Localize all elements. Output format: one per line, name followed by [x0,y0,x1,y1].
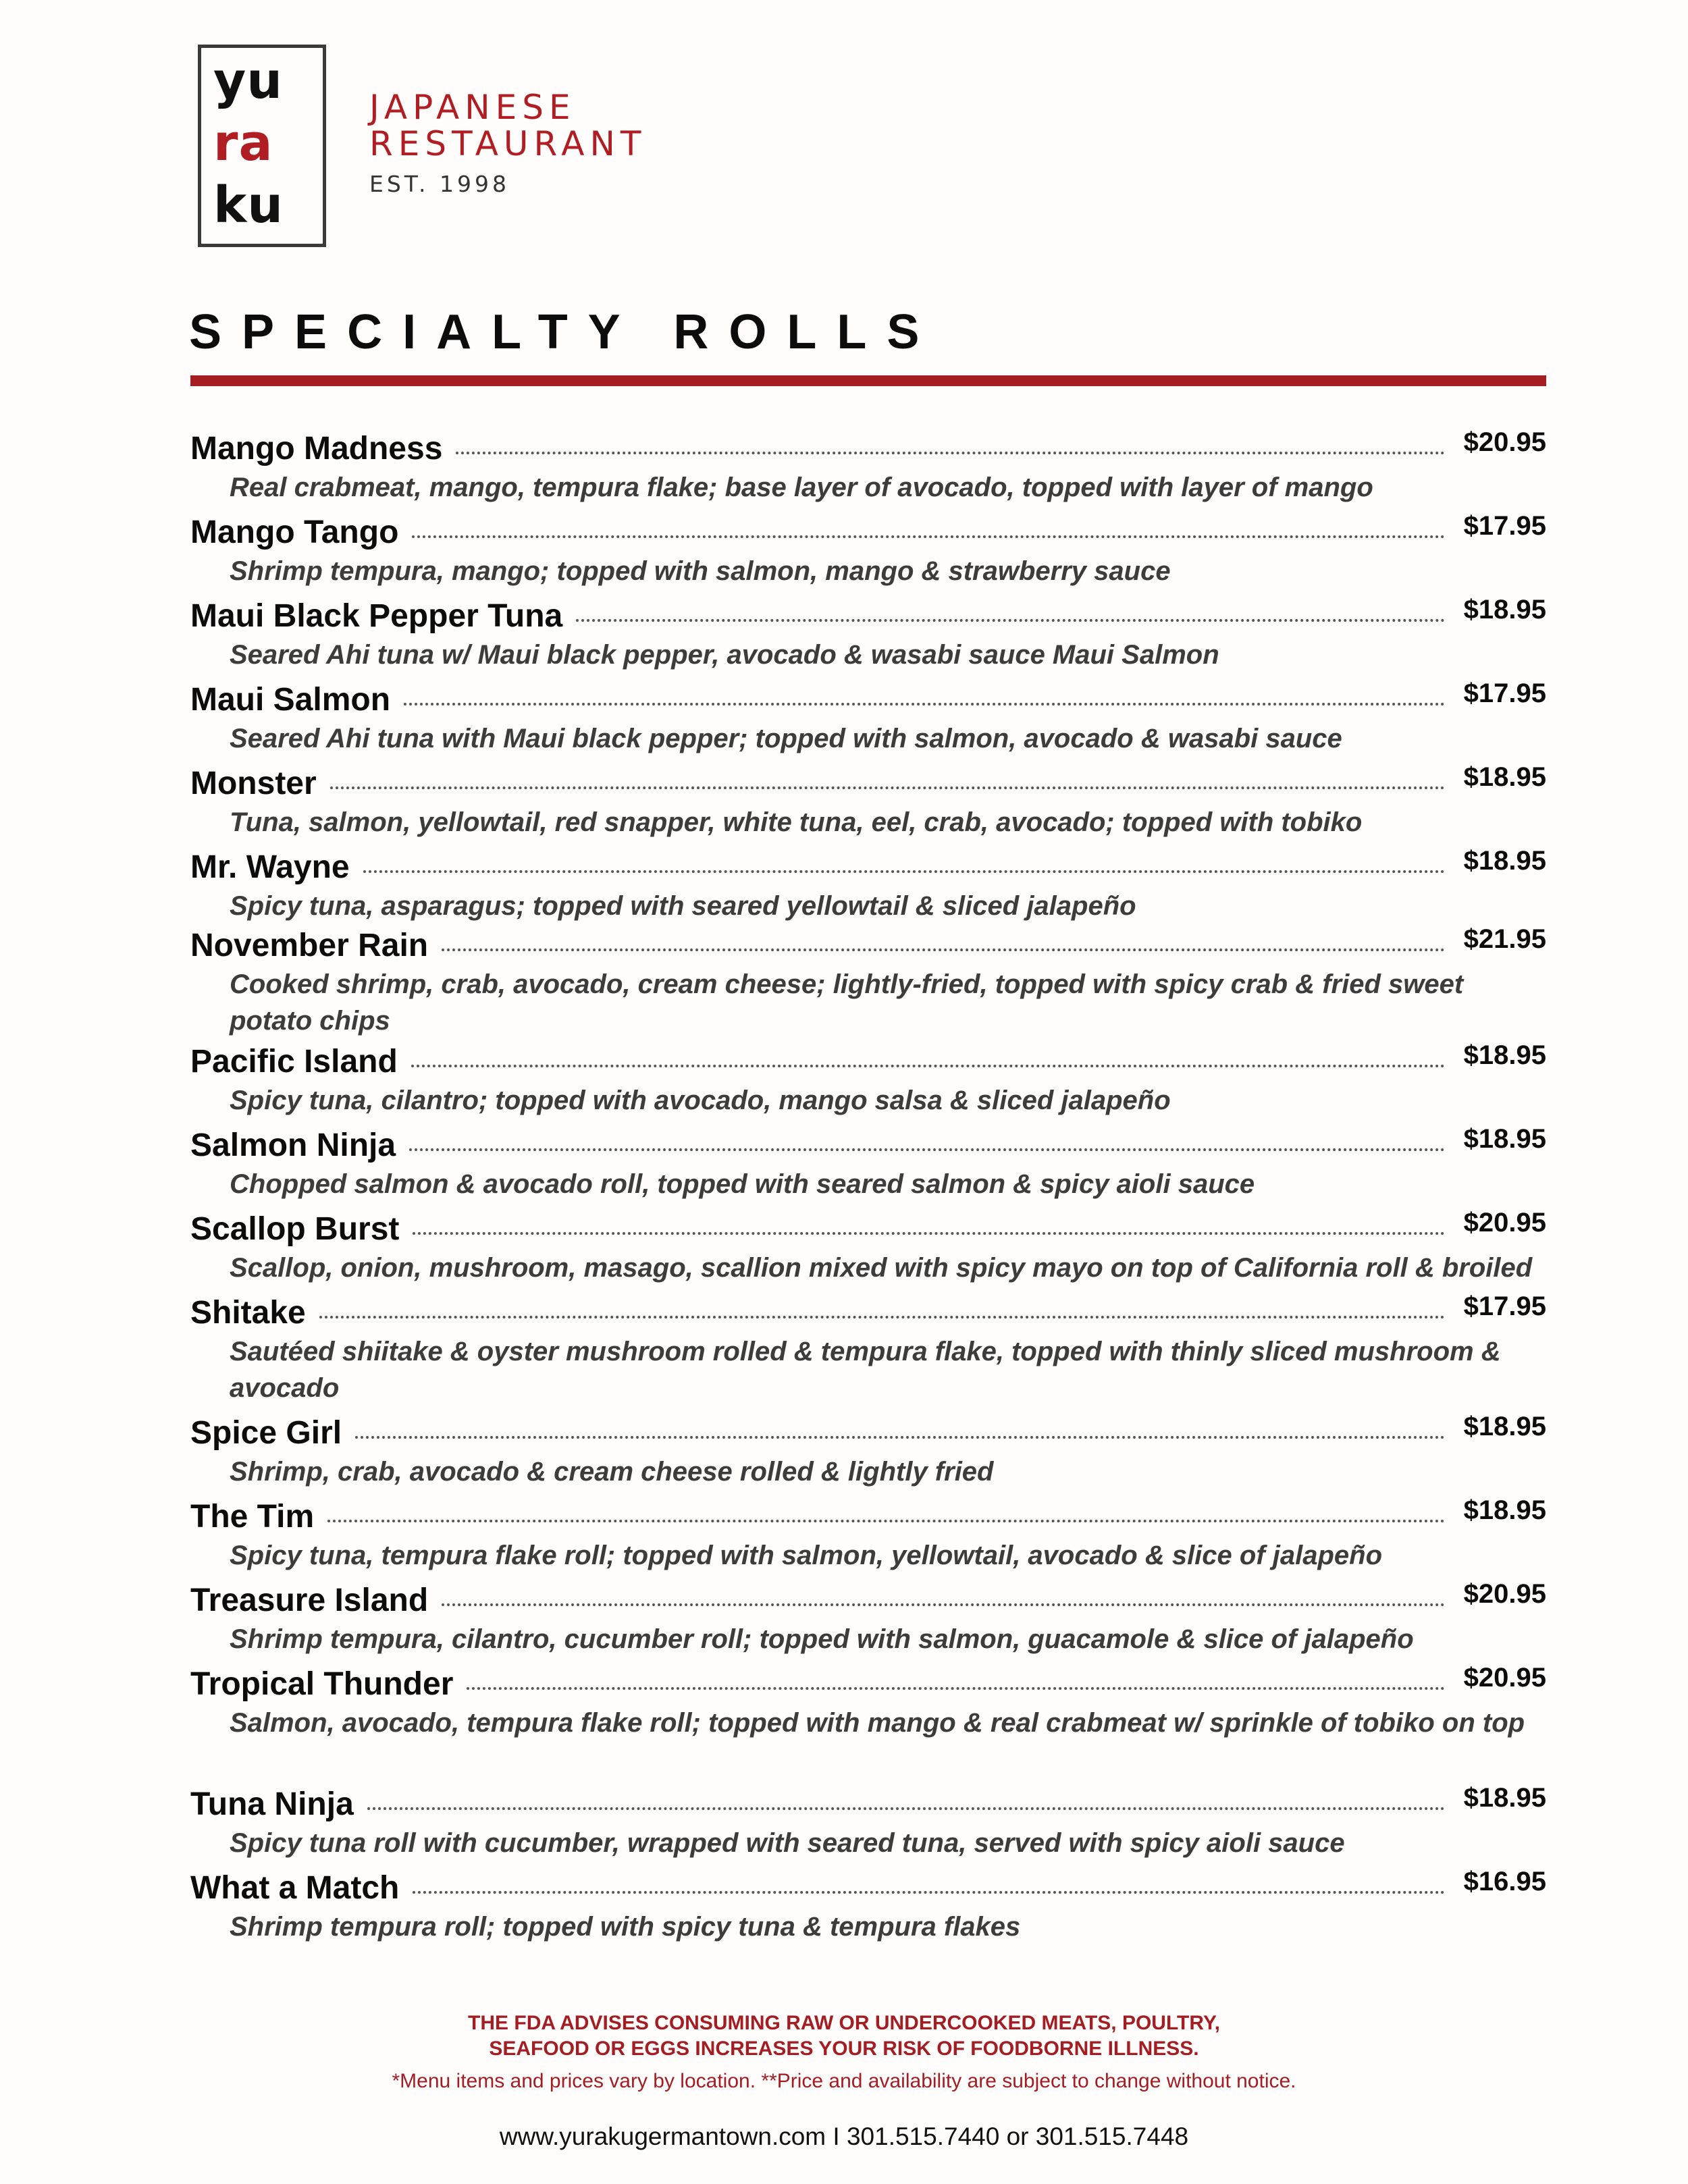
menu-item [190,1035,1546,1119]
dotted-leader [409,1148,1445,1151]
menu-item-row [190,1119,1546,1162]
dotted-leader [367,1807,1445,1810]
dotted-leader [363,870,1445,873]
menu-item-row [190,1202,1546,1246]
fda-warning-line2: SEAFOOD OR EGGS INCREASES YOUR RISK OF FOODBORNE ILLNESS. [489,2037,1199,2060]
menu-item [190,589,1546,673]
dotted-leader [413,1232,1444,1235]
menu-item-price: $17.95 [1463,1291,1546,1321]
menu-item-name: Mr. Wayne [190,849,350,885]
menu-item-price: $18.95 [1463,1124,1546,1154]
menu-item-row [190,1035,1546,1078]
menu-item [190,1286,1546,1406]
menu-item [190,1406,1546,1490]
menu-item-description: Cooked shrimp, crab, avocado, cream cheese; lightly-fried, topped with spicy crab & fried sweet potato chips [230,969,1464,1036]
menu-item [190,757,1546,841]
menu-item-description: Spicy tuna, cilantro; topped with avocado, mango salsa & sliced jalapeño [230,1086,1171,1115]
menu-item-price: $18.95 [1463,762,1546,792]
menu-item-row [190,1406,1546,1449]
menu-item-description: Shrimp tempura, cilantro, cucumber roll; topped with salmon, guacamole & slice of jalapeño [230,1624,1414,1654]
logo-text-yu: yu [213,52,283,110]
menu-item-price: $18.95 [1463,1495,1546,1525]
dotted-leader [355,1436,1445,1439]
dotted-leader [442,1603,1444,1606]
menu-item-name: Salmon Ninja [190,1127,396,1163]
dotted-leader [576,619,1444,622]
menu-item [190,841,1546,924]
menu-item-row [190,1490,1546,1533]
price-disclaimer: *Menu items and prices vary by location. **Price and availability are subject to change without notice. [392,2070,1296,2092]
menu-item-description: Spicy tuna roll with cucumber, wrapped with seared tuna, served with spicy aioli sauce [230,1828,1345,1858]
menu-item-description: Scallop, onion, mushroom, masago, scallion mixed with spicy mayo on top of California roll & broiled [230,1253,1533,1283]
menu-item-name: Maui Salmon [190,682,391,718]
brand-japanese: JAPANESE [369,88,576,127]
menu-item-name: Maui Black Pepper Tuna [190,598,563,634]
menu-item-name: Spice Girl [190,1415,342,1451]
menu-item-description: Shrimp tempura, mango; topped with salmon, mango & strawberry sauce [230,556,1171,586]
menu-item-description: Spicy tuna, tempura flake roll; topped with salmon, yellowtail, avocado & slice of jalapeño [230,1541,1383,1570]
menu-item-row [190,1286,1546,1329]
menu-item-price: $18.95 [1463,846,1546,876]
menu-item [190,1490,1546,1574]
menu-item-name: November Rain [190,928,429,963]
dotted-leader [330,787,1445,789]
menu-item-description: Seared Ahi tuna w/ Maui black pepper, avocado & wasabi sauce Maui Salmon [230,640,1219,670]
menu-item-description: Sautéed shiitake & oyster mushroom rolled & tempura flake, topped with thinly sliced mushroom & avocado [230,1337,1501,1403]
dotted-leader [404,703,1445,705]
menu-item [190,1202,1546,1286]
menu-item-price: $21.95 [1463,924,1546,954]
menu-item-price: $18.95 [1463,1040,1546,1070]
menu-item-row [190,757,1546,800]
fda-warning-line1: THE FDA ADVISES CONSUMING RAW OR UNDERCOOKED MEATS, POULTRY, [468,2012,1220,2034]
menu-item [190,1778,1546,1861]
menu-item-price: $17.95 [1463,678,1546,708]
dotted-leader [442,949,1445,951]
menu-item [190,1574,1546,1657]
menu-item-name: Monster [190,766,317,801]
menu-item [190,1657,1546,1741]
menu-item [190,422,1546,506]
logo-text-ku: ku [213,176,284,234]
menu-item-description: Salmon, avocado, tempura flake roll; topped with mango & real crabmeat w/ sprinkle of tobiko on top [230,1708,1525,1738]
menu-item-price: $20.95 [1463,1208,1546,1237]
menu-item-price: $18.95 [1463,595,1546,624]
menu-item-row [190,1861,1546,1905]
menu-item [190,919,1546,1039]
menu-item-description: Spicy tuna, asparagus; topped with seared yellowtail & sliced jalapeño [230,891,1136,921]
menu-item-row [190,841,1546,884]
menu-item [190,1861,1546,1945]
dotted-leader [456,452,1444,454]
menu-item-name: Shitake [190,1295,306,1331]
dotted-leader [327,1520,1445,1522]
section-divider [190,375,1546,386]
restaurant-logo [198,45,326,247]
dotted-leader [411,1065,1445,1067]
menu-item-price: $16.95 [1463,1867,1546,1896]
menu-item-name: What a Match [190,1870,400,1906]
menu-item-name: Mango Madness [190,431,443,467]
menu-item-price: $18.95 [1463,1783,1546,1813]
menu-item-name: Treasure Island [190,1582,429,1618]
menu-item-row [190,1778,1546,1821]
menu-item-price: $17.95 [1463,511,1546,541]
menu-item [190,1119,1546,1202]
menu-item-name: The Tim [190,1499,315,1535]
menu-item-description: Seared Ahi tuna with Maui black pepper; topped with salmon, avocado & wasabi sauce [230,724,1342,753]
menu-item-description: Chopped salmon & avocado roll, topped with seared salmon & spicy aioli sauce [230,1169,1255,1199]
menu-item-price: $20.95 [1463,1663,1546,1693]
menu-item-price: $18.95 [1463,1412,1546,1441]
brand-restaurant: RESTAURANT [369,124,647,163]
menu-item-description: Tuna, salmon, yellowtail, red snapper, white tuna, eel, crab, avocado; topped with tobiko [230,807,1363,837]
menu-item-name: Mango Tango [190,514,399,550]
menu-item-name: Pacific Island [190,1044,398,1080]
logo-text-ra: ra [213,114,273,172]
section-title: SPECIALTY ROLLS [189,305,940,359]
menu-item-name: Tropical Thunder [190,1666,454,1702]
dotted-leader [467,1687,1444,1690]
menu-item-row [190,422,1546,465]
menu-item-row [190,919,1546,962]
dotted-leader [412,535,1444,538]
menu-item-row [190,673,1546,716]
menu-item-price: $20.95 [1463,1579,1546,1609]
menu-item-row [190,589,1546,633]
menu-item-row [190,1657,1546,1701]
dotted-leader [319,1316,1445,1319]
menu-item [190,673,1546,757]
menu-item-description: Shrimp tempura roll; topped with spicy tuna & tempura flakes [230,1912,1021,1942]
menu-item-name: Tuna Ninja [190,1786,354,1822]
menu-item-row [190,506,1546,549]
menu-item [190,506,1546,589]
menu-item-price: $20.95 [1463,427,1546,457]
menu-item-row [190,1574,1546,1617]
menu-item-description: Real crabmeat, mango, tempura flake; base layer of avocado, topped with layer of mango [230,473,1373,502]
menu-item-description: Shrimp, crab, avocado & cream cheese rolled & lightly fried [230,1457,994,1487]
dotted-leader [413,1891,1444,1894]
brand-established: EST. 1998 [369,171,510,197]
contact-info: www.yurakugermantown.com I 301.515.7440 or 301.515.7448 [499,2123,1189,2150]
menu-item-name: Scallop Burst [190,1211,400,1247]
